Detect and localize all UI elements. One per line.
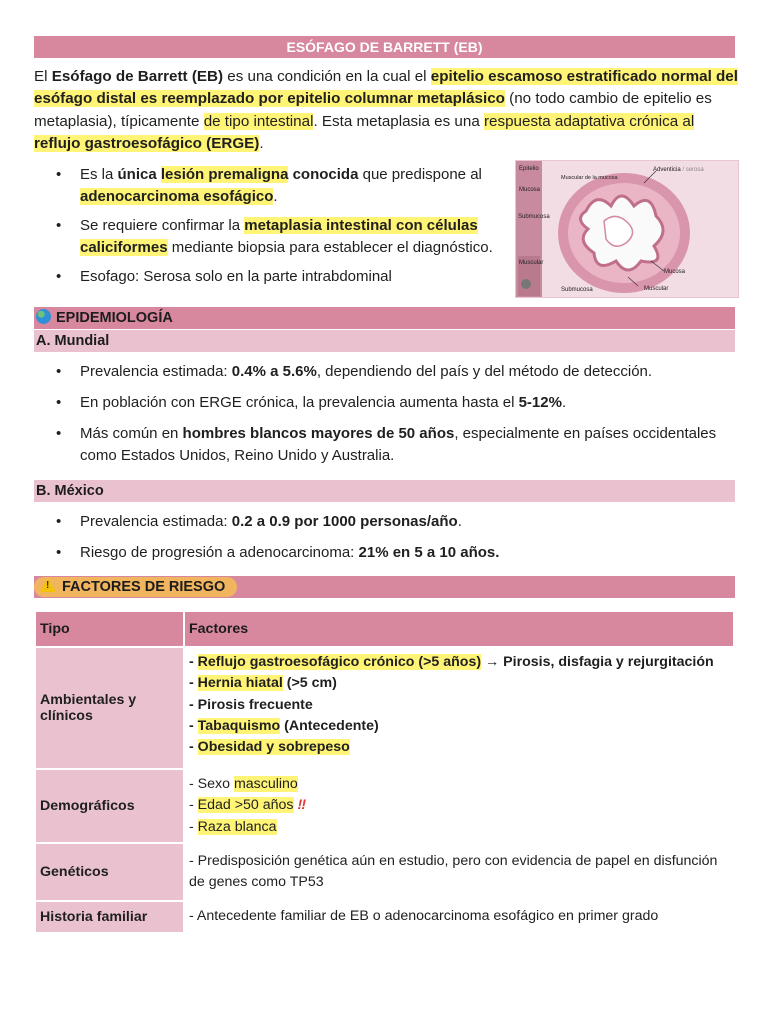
column-header-tipo: Tipo — [36, 612, 183, 646]
figure-label: Epitelio — [519, 166, 539, 172]
figure-label: Muscular — [644, 286, 669, 292]
list-item: • Se requiere confirmar la metaplasia intestinal con células caliciformes mediante biopsia para establecer el diagnóstico. — [34, 215, 504, 259]
intro-paragraph: El Esófago de Barrett (EB) es una condición en la cual el epitelio escamoso estratificado normal del esófago distal es reemplazado por epitelio columnar metaplásico (no todo cambio de epitelio es metaplasia), típicamente de tipo intestinal. Esta metaplasia es una respuesta adaptativa crónica al reflujo gastroesofágico (ERGE). — [34, 68, 738, 152]
table-header-row — [36, 612, 733, 646]
subsection-header-mexico: B. México — [34, 480, 735, 502]
list-item: • Prevalencia estimada: 0.2 a 0.9 por 1000 personas/año. — [34, 511, 734, 533]
mundial-list — [34, 361, 734, 476]
list-item: • Esofago: Serosa solo en la parte intrabdominal — [34, 266, 504, 288]
figure-label: Muscular de la mucosa — [561, 175, 618, 181]
summary-list — [34, 164, 504, 295]
list-item: • Riesgo de progresión a adenocarcinoma: 21% en 5 a 10 años. — [34, 542, 734, 564]
double-exclamation-icon: ‼ — [297, 797, 307, 814]
row-type-cell: Demográficos — [36, 770, 183, 842]
globe-icon — [36, 309, 51, 324]
section-header-factores — [34, 576, 735, 598]
row-factors-cell: - Predisposición genética aún en estudio, pero con evidencia de papel en disfunción de genes como TP53 — [189, 852, 718, 890]
figure-label: Submucosa — [518, 214, 550, 220]
row-type-cell: Ambientales y clínicos — [36, 648, 183, 768]
row-factors-cell: - Sexo masculino - Edad >50 años ‼ - Raza blanca — [189, 776, 307, 835]
row-type-cell: Historia familiar — [36, 902, 183, 932]
camera-icon — [521, 279, 531, 289]
risk-factors-table — [34, 610, 735, 934]
list-item: • Es la única lesión premaligna conocida que predispone al adenocarcinoma esofágico. — [34, 164, 504, 208]
factores-pill: !FACTORES DE RIESGO — [34, 577, 237, 597]
figure-label: Adventicia / serosa — [653, 167, 704, 173]
figure-label: Muscular — [519, 260, 544, 266]
figure-label: Mucosa — [664, 269, 686, 275]
table-row — [36, 770, 733, 842]
warning-icon — [40, 578, 56, 592]
list-item: • En población con ERGE crónica, la prevalencia aumenta hasta el 5-12%. — [34, 392, 734, 414]
list-item: • Prevalencia estimada: 0.4% a 5.6%, dependiendo del país y del método de detección. — [34, 361, 734, 383]
list-item: • Más común en hombres blancos mayores de 50 años, especialmente en países occidentales como Estados Unidos, Reino Unido y Australia. — [34, 423, 734, 467]
table-row — [36, 844, 733, 900]
row-factors-cell: - Reflujo gastroesofágico crónico (>5 años) → Pirosis, disfagia y rejurgitación - Hernia hiatal (>5 cm) - Pirosis frecuente - Tabaquismo (Antecedente) - Obesidad y sobrepeso — [189, 654, 714, 756]
mexico-list — [34, 511, 734, 573]
esophagus-histology-figure — [515, 160, 739, 298]
table-row — [36, 902, 733, 932]
document-title: ESÓFAGO DE BARRETT (EB) — [34, 36, 735, 58]
row-type-cell: Genéticos — [36, 844, 183, 900]
subsection-header-mundial: A. Mundial — [34, 330, 735, 352]
histology-illustration — [516, 161, 738, 297]
figure-label: Mucosa — [519, 187, 541, 193]
figure-label: Submucosa — [561, 287, 593, 293]
table-row — [36, 648, 733, 768]
row-factors-cell: - Antecedente familiar de EB o adenocarcinoma esofágico en primer grado — [189, 908, 659, 925]
column-header-factores: Factores — [185, 612, 733, 646]
section-header-epidemiologia: EPIDEMIOLOGÍA — [34, 307, 735, 329]
